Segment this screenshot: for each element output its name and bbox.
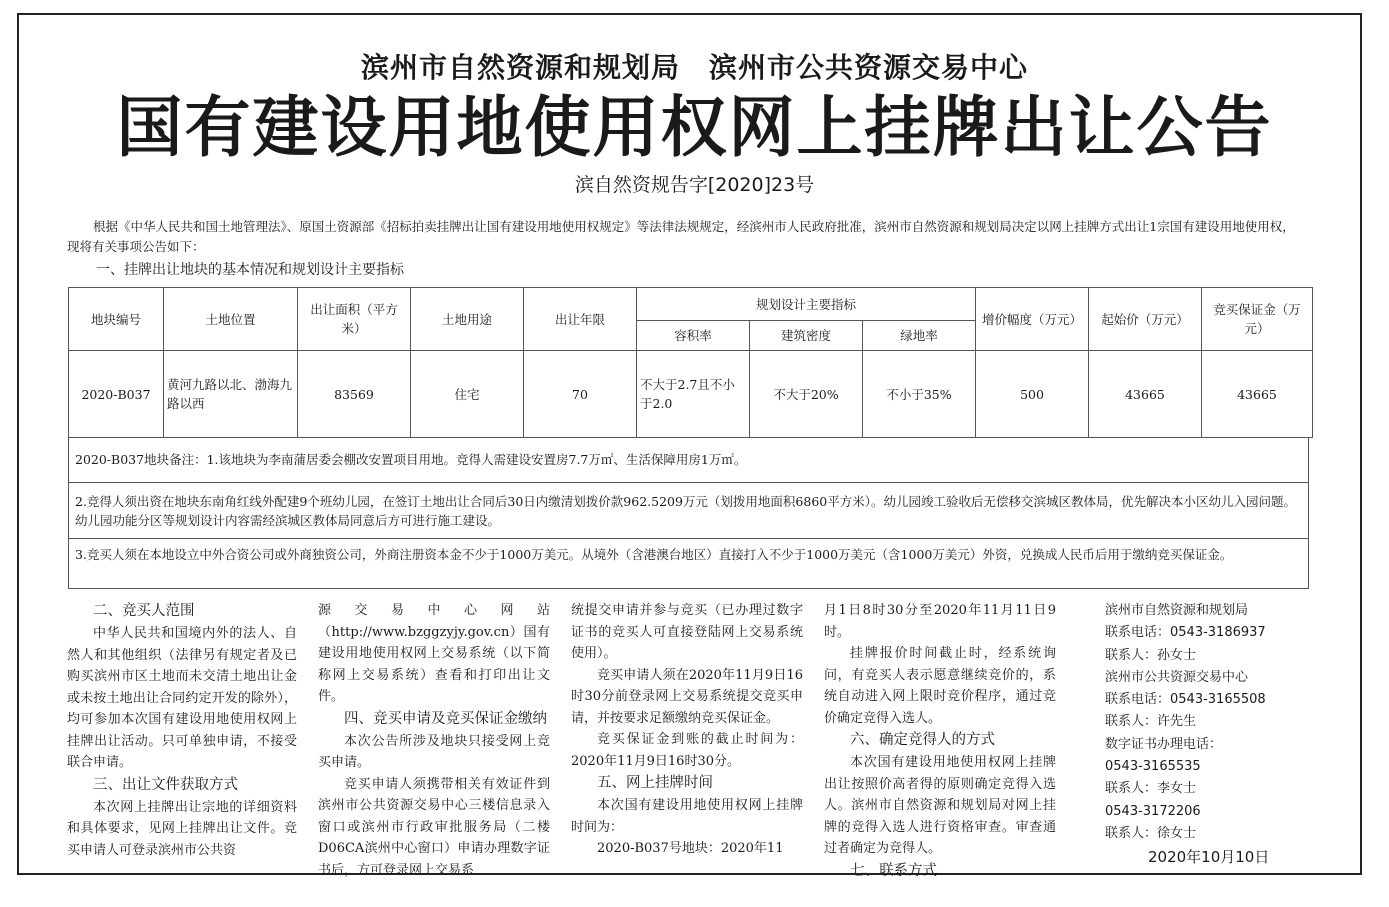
section-4-title: 四、竞买申请及竞买保证金缴纳 <box>344 710 547 727</box>
contact-line: 0543-3172206 <box>1105 803 1201 819</box>
cell-green: 不小于35% <box>863 351 976 438</box>
header-plan-group: 规划设计主要指标 <box>637 288 976 321</box>
section-4-p4: 竞买保证金到账的截止时间为：2020年11月9日16时30分。 <box>571 732 803 769</box>
header-term: 出让年限 <box>524 288 637 351</box>
column-4 <box>824 600 1056 883</box>
header-location: 土地位置 <box>164 288 298 351</box>
contact-line: 联系人：徐女士 <box>1105 825 1197 841</box>
header-deposit: 竞买保证金（万元） <box>1202 288 1313 351</box>
contact-line: 0543-3165535 <box>1105 759 1201 775</box>
section-4-p2: 竞买申请人须携带相关有效证件到滨州市公共资源交易中心三楼信息录入窗口或滨州市行政审批服务局（二楼D06CA滨州中心窗口）申请办理数字证书后，方可登录网上交易系 <box>318 776 550 878</box>
header-green: 绿地率 <box>863 321 976 351</box>
section-5-p1: 本次国有建设用地使用权网上挂牌时间为： <box>571 798 803 835</box>
section-3-cont: 源交易中心网站（http://www.bzggzyjy.gov.cn）国有建设用地使用权网上交易系统（以下简称网上交易系统）查看和打印出让文件。 <box>318 603 550 704</box>
contact-line: 联系电话：0543-3186937 <box>1105 625 1266 641</box>
cell-use: 住宅 <box>411 351 524 438</box>
cell-increment: 500 <box>976 351 1089 438</box>
contact-line: 联系人：孙女士 <box>1105 647 1197 663</box>
section-4-p1: 本次公告所涉及地块只接受网上竞买申请。 <box>318 733 550 770</box>
cell-term: 70 <box>524 351 637 438</box>
contact-line: 联系电话：0543-3165508 <box>1105 692 1266 708</box>
cell-parcel-no: 2020-B037 <box>69 351 164 438</box>
contact-line: 联系人：许先生 <box>1105 714 1197 730</box>
contact-line: 数字证书办理电话： <box>1105 736 1223 752</box>
contact-line: 联系人：李女士 <box>1105 781 1197 797</box>
section-4-cont: 统提交申请并参与竞买（已办理过数字证书的竞买人可直接登陆网上交易系统使用）。 <box>571 603 803 661</box>
header-area: 出让面积（平方米） <box>298 288 411 351</box>
header-start-price: 起始价（万元） <box>1089 288 1202 351</box>
contact-line: 滨州市自然资源和规划局 <box>1105 603 1249 618</box>
section-6-p1: 本次国有建设用地使用权网上挂牌出让按照价高者得的原则确定竞得入选人。滨州市自然资源和规划局对网上挂牌的竞得入选人进行资格审查。审查通过者确定为竞得人。 <box>824 755 1056 856</box>
section-4-p3: 竞买申请人须在2020年11月9日16时30分前登录网上交易系统提交竞买申请，并按要求足额缴纳竞买保证金。 <box>571 667 803 726</box>
section-5-title: 五、网上挂牌时间 <box>597 775 713 791</box>
section-2-title: 二、竞买人范围 <box>93 603 195 619</box>
cell-density: 不大于20% <box>750 351 863 438</box>
contact-line: 滨州市公共资源交易中心 <box>1105 669 1249 685</box>
column-3 <box>571 600 803 860</box>
section-2-text: 中华人民共和国境内外的法人、自然人和其他组织（法律另有规定者及已购买滨州市区土地而未交清土地出让金或未按土地出让合同约定开发的除外），均可参加本次国有建设用地使用权网上挂牌出让活动。只可单独申请，不接受联合申请。 <box>67 626 297 770</box>
table-note-2: 2.竞得人须出资在地块东南角红线外配建9个班幼儿园，在签订土地出让合同后30日内缴清划拨价款962.5209万元（划拨用地面积6860平方米）。幼儿园竣工验收后无偿移交滨城区教体局，优先解决本小区幼儿入园问题。幼儿园功能分区等规划设计内容需经滨城区教体局同意后方可进行施工建设。 <box>68 483 1309 539</box>
section-5-cont: 月1日8时30分至2020年11月11日9时。 <box>824 603 1056 640</box>
section-7-title: 七、联系方式 <box>850 862 937 879</box>
header-density: 建筑密度 <box>750 321 863 351</box>
page-title: 国有建设用地使用权网上挂牌出让公告 <box>116 89 1273 166</box>
contact-list <box>1105 600 1315 845</box>
header-use: 土地用途 <box>411 288 524 351</box>
section-3-text: 本次网上挂牌出让宗地的详细资料和具体要求，见网上挂牌出让文件。竞买申请人可登录滨州市公共资 <box>67 799 297 858</box>
parcel-table <box>68 287 1313 438</box>
header-far: 容积率 <box>637 321 750 351</box>
section-3-title: 三、出让文件获取方式 <box>93 776 238 793</box>
publish-date: 2020年10月10日 <box>1148 848 1270 866</box>
cell-far: 不大于2.7且不小于2.0 <box>637 351 750 438</box>
table-note-3: 3.竞买人须在本地设立中外合资公司或外商独资公司，外商注册资本金不少于1000万美元。从境外（含港澳台地区）直接打入不少于1000万美元（含1000万美元）外资，兑换成人民币后用于缴纳竞买保证金。 <box>68 539 1309 589</box>
column-2 <box>318 600 550 881</box>
section-5-p2: 2020-B037号地块：2020年11 <box>597 841 784 856</box>
header-increment: 增价幅度（万元） <box>976 288 1089 351</box>
section-6-title: 六、确定竞得人的方式 <box>850 732 995 748</box>
cell-deposit: 43665 <box>1202 351 1313 438</box>
cell-start-price: 43665 <box>1089 351 1202 438</box>
header-parcel-no: 地块编号 <box>69 288 164 351</box>
cell-location: 黄河九路以北、渤海九路以西 <box>164 351 298 438</box>
table-note-1: 2020-B037地块备注：1.该地块为李南蒲居委会棚改安置项目用地。竞得人需建设安置房7.7万㎡、生活保障用房1万㎡。 <box>68 438 1309 483</box>
document-number: 滨自然资规告字[2020]23号 <box>574 174 815 196</box>
section-1-title: 一、挂牌出让地块的基本情况和规划设计主要指标 <box>96 262 404 278</box>
agencies-header: 滨州市自然资源和规划局 滨州市公共资源交易中心 <box>360 51 1028 84</box>
section-5-p3: 挂牌报价时间截止时，经系统询问，有竞买人表示愿意继续竞价的，系统自动进入网上限时竞价程序，通过竞价确定竞得入选人。 <box>824 646 1056 726</box>
intro-paragraph: 根据《中华人民共和国土地管理法》、原国土资源部《招标拍卖挂牌出让国有建设用地使用权规定》等法律法规规定，经滨州市人民政府批准，滨州市自然资源和规划局决定以网上挂牌方式出让1宗国有建设用地使用权，现将有关事项公告如下： <box>67 219 1295 254</box>
cell-area: 83569 <box>298 351 411 438</box>
column-1 <box>67 600 297 861</box>
